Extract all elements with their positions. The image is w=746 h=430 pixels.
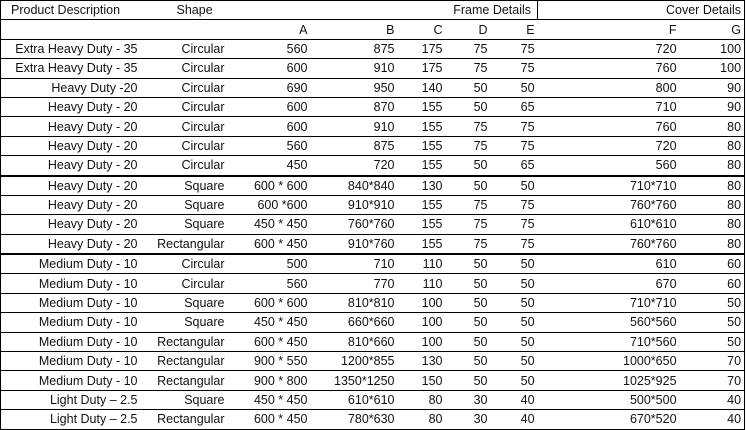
c-cell: 175 <box>398 59 446 78</box>
table-row <box>1 293 745 312</box>
e-cell: 75 <box>491 195 538 214</box>
f-cell: 800 <box>538 78 680 97</box>
c-cell: 100 <box>398 313 446 332</box>
product-description-cell: Heavy Duty - 20 <box>1 97 141 116</box>
b-cell: 1200*855 <box>311 352 398 371</box>
shape-cell: Rectangular <box>157 412 225 427</box>
product-description-cell: Heavy Duty - 20 <box>1 234 141 254</box>
c-cell: 110 <box>398 274 446 293</box>
a-cell: 450 * 450 <box>228 313 311 332</box>
shape-cell: Circular <box>141 39 228 58</box>
a-cell: 600 <box>228 59 311 78</box>
table-row <box>1 274 745 293</box>
f-cell: 1025*925 <box>538 371 680 390</box>
shape-cell: Square <box>141 195 228 214</box>
e-cell: 65 <box>491 97 538 116</box>
e-cell: 50 <box>491 371 538 390</box>
d-cell: 75 <box>446 215 491 234</box>
d-cell: 75 <box>446 195 491 214</box>
c-cell: 130 <box>398 352 446 371</box>
table-row <box>1 390 745 409</box>
g-cell: 60 <box>680 254 745 274</box>
d-cell: 50 <box>446 176 491 196</box>
shape-cell: Circular <box>141 78 228 97</box>
c-cell: 155 <box>398 234 446 254</box>
g-cell: 80 <box>680 234 745 254</box>
table-row <box>1 176 745 196</box>
column-header-e: E <box>491 20 538 39</box>
e-cell: 50 <box>491 293 538 312</box>
table-row <box>1 59 745 78</box>
a-cell: 560 <box>228 274 311 293</box>
table-body <box>1 39 745 429</box>
a-cell: 560 <box>228 136 311 155</box>
column-header-f: F <box>538 20 680 39</box>
header-cover-details: Cover Details <box>538 1 745 20</box>
table-row <box>1 136 745 155</box>
a-cell: 600 * 450 <box>253 412 308 427</box>
d-cell: 30 <box>446 390 491 409</box>
d-cell: 75 <box>446 59 491 78</box>
shape-cell: Circular <box>141 254 228 274</box>
product-description-cell: Medium Duty - 10 <box>1 254 141 274</box>
table-row <box>1 410 745 429</box>
shape-cell: Square <box>141 176 228 196</box>
f-cell: 560 <box>538 156 680 176</box>
header-row <box>1 1 745 20</box>
b-cell: 875 <box>311 39 398 58</box>
column-header-a: A <box>228 20 311 39</box>
e-cell: 65 <box>491 156 538 176</box>
a-cell: 600 * 450 <box>228 234 311 254</box>
table-row <box>1 78 745 97</box>
table-row <box>1 254 745 274</box>
table-row <box>1 352 745 371</box>
product-description-cell: Medium Duty - 10 <box>1 313 141 332</box>
g-cell: 100 <box>680 39 745 58</box>
c-cell: 155 <box>398 97 446 116</box>
subheader-blank <box>1 20 141 39</box>
d-cell: 50 <box>446 371 491 390</box>
shape-cell: Square <box>141 293 228 312</box>
e-cell: 50 <box>491 313 538 332</box>
g-cell: 50 <box>680 313 745 332</box>
a-cell: 600 <box>228 97 311 116</box>
table-row <box>1 313 745 332</box>
d-cell: 50 <box>446 78 491 97</box>
b-cell: 840*840 <box>311 176 398 196</box>
b-cell: 660*660 <box>311 313 398 332</box>
shape-cell: Circular <box>141 97 228 116</box>
column-letter-row <box>1 20 745 39</box>
b-cell: 770 <box>311 274 398 293</box>
b-cell: 910*910 <box>311 195 398 214</box>
f-cell: 760 <box>538 117 680 136</box>
g-cell: 60 <box>680 274 745 293</box>
d-cell: 75 <box>446 117 491 136</box>
e-cell: 75 <box>491 39 538 58</box>
shape-cell: Rectangular <box>141 371 228 390</box>
product-description-cell: Heavy Duty - 20 <box>1 176 141 196</box>
a-cell: 560 <box>228 39 311 58</box>
a-cell: 690 <box>228 78 311 97</box>
d-cell: 75 <box>446 136 491 155</box>
table-row <box>1 215 745 234</box>
e-cell: 50 <box>491 332 538 351</box>
f-cell: 760*760 <box>538 195 680 214</box>
c-cell: 155 <box>398 156 446 176</box>
c-cell: 110 <box>398 254 446 274</box>
table-row <box>1 234 745 254</box>
g-cell: 90 <box>680 97 745 116</box>
column-header-c: C <box>398 20 446 39</box>
f-cell: 710*560 <box>538 332 680 351</box>
table-row <box>1 117 745 136</box>
e-cell: 40 <box>520 412 535 427</box>
g-cell: 80 <box>680 117 745 136</box>
f-cell: 710*710 <box>538 293 680 312</box>
a-cell: 600 * 450 <box>228 332 311 351</box>
f-cell: 560*560 <box>538 313 680 332</box>
product-description-cell: Heavy Duty - 20 <box>1 136 141 155</box>
b-cell: 710 <box>311 254 398 274</box>
shape-cell: Square <box>141 215 228 234</box>
a-cell: 450 * 450 <box>228 215 311 234</box>
e-cell: 50 <box>491 274 538 293</box>
product-description-cell: Medium Duty - 10 <box>1 332 141 351</box>
d-cell: 50 <box>446 274 491 293</box>
product-description-cell: Heavy Duty - 20 <box>1 215 141 234</box>
d-cell: 50 <box>446 332 491 351</box>
a-cell: 900 * 800 <box>228 371 311 390</box>
e-cell: 40 <box>491 390 538 409</box>
d-cell: 75 <box>446 39 491 58</box>
table-row <box>1 371 745 390</box>
header-shape: Shape <box>141 1 228 20</box>
d-cell: 50 <box>446 352 491 371</box>
product-description-cell: Extra Heavy Duty - 35 <box>1 59 141 78</box>
b-cell: 810*810 <box>311 293 398 312</box>
c-cell: 150 <box>398 371 446 390</box>
f-cell: 720 <box>538 136 680 155</box>
f-cell: 670*520 <box>629 412 677 427</box>
e-cell: 75 <box>491 117 538 136</box>
d-cell: 50 <box>446 156 491 176</box>
c-cell: 80 <box>428 412 443 427</box>
g-cell: 70 <box>680 352 745 371</box>
c-cell: 140 <box>398 78 446 97</box>
g-cell: 80 <box>680 156 745 176</box>
f-cell: 760*760 <box>538 234 680 254</box>
column-header-b: B <box>311 20 398 39</box>
f-cell: 720 <box>538 39 680 58</box>
d-cell: 50 <box>446 313 491 332</box>
shape-cell: Circular <box>141 59 228 78</box>
a-cell: 450 * 450 <box>228 390 311 409</box>
d-cell: 50 <box>446 97 491 116</box>
table-row <box>1 156 745 176</box>
table-row <box>1 332 745 351</box>
shape-cell: Circular <box>141 274 228 293</box>
d-cell: 50 <box>446 254 491 274</box>
g-cell: 40 <box>727 412 742 427</box>
b-cell: 910*760 <box>311 234 398 254</box>
shape-cell: Circular <box>141 136 228 155</box>
product-description-cell: Heavy Duty - 20 <box>1 117 141 136</box>
e-cell: 50 <box>491 78 538 97</box>
b-cell: 610*610 <box>311 390 398 409</box>
product-description-cell: Heavy Duty - 20 <box>1 156 141 176</box>
column-header-g: G <box>680 20 745 39</box>
a-cell: 600 * 600 <box>228 176 311 196</box>
f-cell: 610 <box>538 254 680 274</box>
b-cell: 780*630 <box>347 412 395 427</box>
g-cell: 80 <box>680 176 745 196</box>
f-cell: 710*710 <box>538 176 680 196</box>
product-description-cell: Medium Duty - 10 <box>1 293 141 312</box>
shape-cell: Circular <box>141 117 228 136</box>
a-cell: 600 * 600 <box>228 293 311 312</box>
g-cell: 50 <box>680 332 745 351</box>
g-cell: 90 <box>680 78 745 97</box>
f-cell: 500*500 <box>538 390 680 409</box>
product-description-cell: Heavy Duty -20 <box>1 78 141 97</box>
shape-cell: Square <box>141 313 228 332</box>
b-cell: 720 <box>311 156 398 176</box>
e-cell: 50 <box>491 176 538 196</box>
a-cell: 500 <box>228 254 311 274</box>
table-row <box>1 195 745 214</box>
f-cell: 710 <box>538 97 680 116</box>
b-cell: 950 <box>311 78 398 97</box>
c-cell: 100 <box>398 332 446 351</box>
f-cell: 760 <box>538 59 680 78</box>
a-cell: 600 <box>228 117 311 136</box>
f-cell: 610*610 <box>538 215 680 234</box>
b-cell: 875 <box>311 136 398 155</box>
c-cell: 155 <box>398 195 446 214</box>
c-cell: 80 <box>398 390 446 409</box>
e-cell: 75 <box>491 215 538 234</box>
c-cell: 155 <box>398 136 446 155</box>
d-cell: 50 <box>446 293 491 312</box>
table-row <box>1 39 745 58</box>
e-cell: 75 <box>491 136 538 155</box>
b-cell: 870 <box>311 97 398 116</box>
subheader-blank <box>141 20 228 39</box>
product-description-cell: Medium Duty - 10 <box>1 371 141 390</box>
product-description-cell: Extra Heavy Duty - 35 <box>1 39 141 58</box>
a-cell: 900 * 550 <box>228 352 311 371</box>
column-header-d: D <box>446 20 491 39</box>
f-cell: 670 <box>538 274 680 293</box>
header-frame-details: Frame Details <box>228 1 538 20</box>
header-product-description: Product Description <box>1 1 141 20</box>
f-cell: 1000*650 <box>538 352 680 371</box>
product-description-cell: Light Duty – 2.5 <box>1 390 141 409</box>
shape-cell: Square <box>141 390 228 409</box>
e-cell: 50 <box>491 254 538 274</box>
g-cell: 50 <box>680 293 745 312</box>
b-cell: 910 <box>311 59 398 78</box>
e-cell: 75 <box>491 59 538 78</box>
c-cell: 100 <box>398 293 446 312</box>
b-cell: 760*760 <box>311 215 398 234</box>
c-cell: 155 <box>398 117 446 136</box>
g-cell: 80 <box>680 195 745 214</box>
shape-cell: Rectangular <box>141 234 228 254</box>
g-cell: 80 <box>680 215 745 234</box>
g-cell: 70 <box>680 371 745 390</box>
e-cell: 75 <box>491 234 538 254</box>
c-cell: 175 <box>398 39 446 58</box>
product-description-cell: Light Duty – 2.5 <box>49 412 138 427</box>
g-cell: 80 <box>680 136 745 155</box>
b-cell: 810*660 <box>311 332 398 351</box>
g-cell: 40 <box>680 390 745 409</box>
product-description-cell: Medium Duty - 10 <box>1 274 141 293</box>
c-cell: 130 <box>398 176 446 196</box>
a-cell: 600 *600 <box>228 195 311 214</box>
e-cell: 50 <box>491 352 538 371</box>
product-description-cell: Heavy Duty - 20 <box>1 195 141 214</box>
table-row <box>1 97 745 116</box>
c-cell: 155 <box>398 215 446 234</box>
shape-cell: Circular <box>141 156 228 176</box>
shape-cell: Rectangular <box>141 352 228 371</box>
a-cell: 450 <box>228 156 311 176</box>
shape-cell: Rectangular <box>141 332 228 351</box>
b-cell: 910 <box>311 117 398 136</box>
g-cell: 100 <box>680 59 745 78</box>
d-cell: 75 <box>446 234 491 254</box>
product-description-cell: Medium Duty - 10 <box>1 352 141 371</box>
d-cell: 30 <box>473 412 488 427</box>
b-cell: 1350*1250 <box>311 371 398 390</box>
